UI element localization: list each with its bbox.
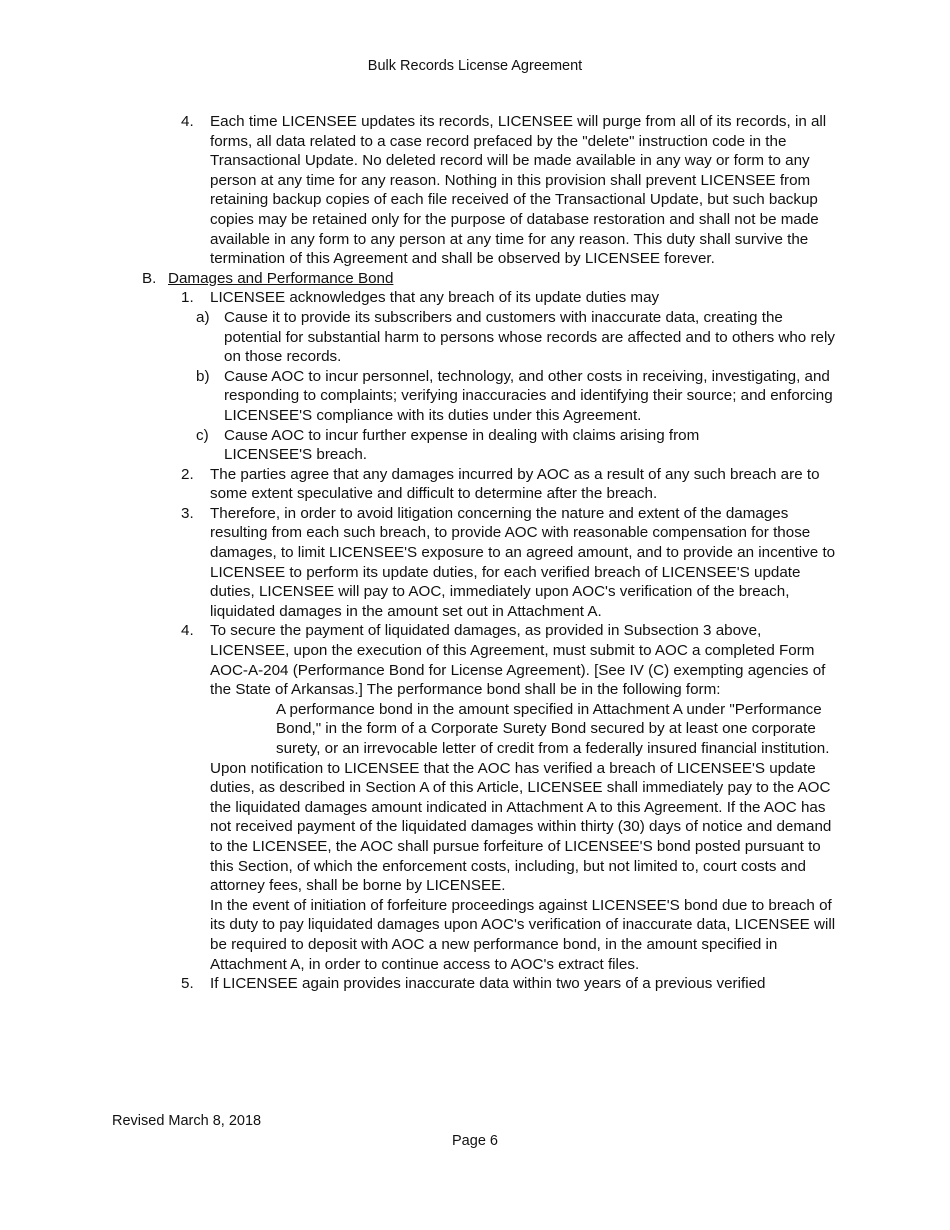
sub-item-text: Cause AOC to incur further expense in dealing with claims arising from LICENSEE'S breach. bbox=[224, 426, 700, 464]
list-marker: 4. bbox=[181, 113, 194, 130]
sub-item-text: Cause it to provide its subscribers and customers with inaccurate data, creating the potential for substantial harm to persons whose records are affected and to others who rely on those records. bbox=[224, 308, 835, 366]
bond-forfeiture-paragraph: Upon notification to LICENSEE that the AOC has verified a breach of LICENSEE'S update duties, as described in Section A of this Article, LICENSEE shall immediately pay to the AOC the liquidated damages amount indicated in Attachment A to this Agreement. If the AOC has not received payment of the liquidated damages within thirty (30) days of notice and demand to the LICENSEE, the AOC shall pursue forfeiture of LICENSEE'S bond posted pursuant to this Section, of which the enforcement costs, including, but not limited to, court costs and attorney fees, shall be borne by LICENSEE. bbox=[210, 759, 832, 895]
list-item-b4 bbox=[0, 621, 950, 699]
list-item-text: Therefore, in order to avoid litigation concerning the nature and extent of the damages resulting from each such breach, to provide AOC with reasonable compensation for those damages, to limit LICENSEE'S exposure to an agreed amount, and to provide an incentive to LICENSEE to perform its update duties, for each verified breach of LICENSEE'S update duties, LICENSEE will pay to AOC, immediately upon AOC's verification of the breach, liquidated damages in the amount set out in Attachment A. bbox=[210, 504, 836, 620]
sub-marker: b) bbox=[196, 367, 210, 385]
list-item-text: The parties agree that any damages incurred by AOC as a result of any such breach are to some extent speculative and difficult to determine after the breach. bbox=[210, 465, 820, 503]
list-marker: 1. bbox=[181, 289, 194, 307]
bond-form-quote: A performance bond in the amount specified in Attachment A under "Performance Bond," in the form of a Corporate Surety Bond secured by at least one corporate surety, or an irrevocable letter of credit from a federally insured financial institution. bbox=[276, 700, 830, 757]
revision-date: Revised March 8, 2018 bbox=[112, 1113, 262, 1129]
sub-item-text: Cause AOC to incur personnel, technology, and other costs in receiving, investigating, and responding to complaints; verifying inaccuracies and identifying their source; and enforcing LICENSEE'S compliance with its duties under this Agreement. bbox=[224, 367, 833, 424]
list-marker: 5. bbox=[181, 975, 194, 993]
section-heading: Damages and Performance Bond bbox=[168, 269, 394, 287]
list-item-b1 bbox=[0, 288, 950, 308]
sub-marker: c) bbox=[196, 426, 209, 444]
list-item-b5 bbox=[0, 974, 950, 994]
sub-item-c bbox=[0, 426, 950, 465]
sub-marker: a) bbox=[196, 308, 210, 326]
document-body bbox=[0, 112, 950, 994]
list-marker: 2. bbox=[181, 465, 194, 483]
page-number: Page 6 bbox=[452, 1133, 498, 1149]
section-b-heading bbox=[0, 269, 950, 289]
list-marker: 4. bbox=[181, 622, 194, 640]
page-header: Bulk Records License Agreement bbox=[367, 58, 583, 74]
sub-item-a bbox=[0, 308, 950, 367]
list-item-text: To secure the payment of liquidated damages, as provided in Subsection 3 above, LICENSEE, upon the execution of this Agreement, must submit to AOC a completed Form AOC-A-204 (Performance Bond for License Agreement). [See IV (C) exempting agencies of the State of Arkansas.] The performance bond shall be in the following form: bbox=[210, 622, 826, 699]
list-item-b2 bbox=[0, 465, 950, 504]
list-item-text: LICENSEE acknowledges that any breach of its update duties may bbox=[210, 289, 660, 307]
list-item-text: If LICENSEE again provides inaccurate data within two years of a previous verified bbox=[210, 975, 766, 993]
bond-replacement-paragraph: In the event of initiation of forfeiture proceedings against LICENSEE'S bond due to breach of its duty to pay liquidated damages upon AOC's verification of inaccurate data, LICENSEE will be required to deposit with AOC a new performance bond, in the amount specified in Attachment A, in order to continue access to AOC's extract files. bbox=[210, 896, 836, 973]
sub-item-b bbox=[0, 367, 950, 426]
section-marker: B. bbox=[142, 269, 157, 287]
list-marker: 3. bbox=[181, 504, 194, 522]
list-item-text: Each time LICENSEE updates its records, LICENSEE will purge from all of its records, in all forms, all data related to a case record prefaced by the "delete" instruction code in the Transactional Update. No deleted record will be made available in any way or form to any person at any time for any reason. Nothing in this provision shall prevent LICENSEE from retaining backup copies of each file received of the Transactional Update, but such backup copies may be retained only for the purpose of database restoration and shall not be made available in any form to any person at any time for any reason. This duty shall survive the termination of this Agreement and shall be observed by LICENSEE forever. bbox=[210, 113, 827, 268]
list-item-b3 bbox=[0, 504, 950, 622]
list-item-a4 bbox=[0, 112, 950, 269]
